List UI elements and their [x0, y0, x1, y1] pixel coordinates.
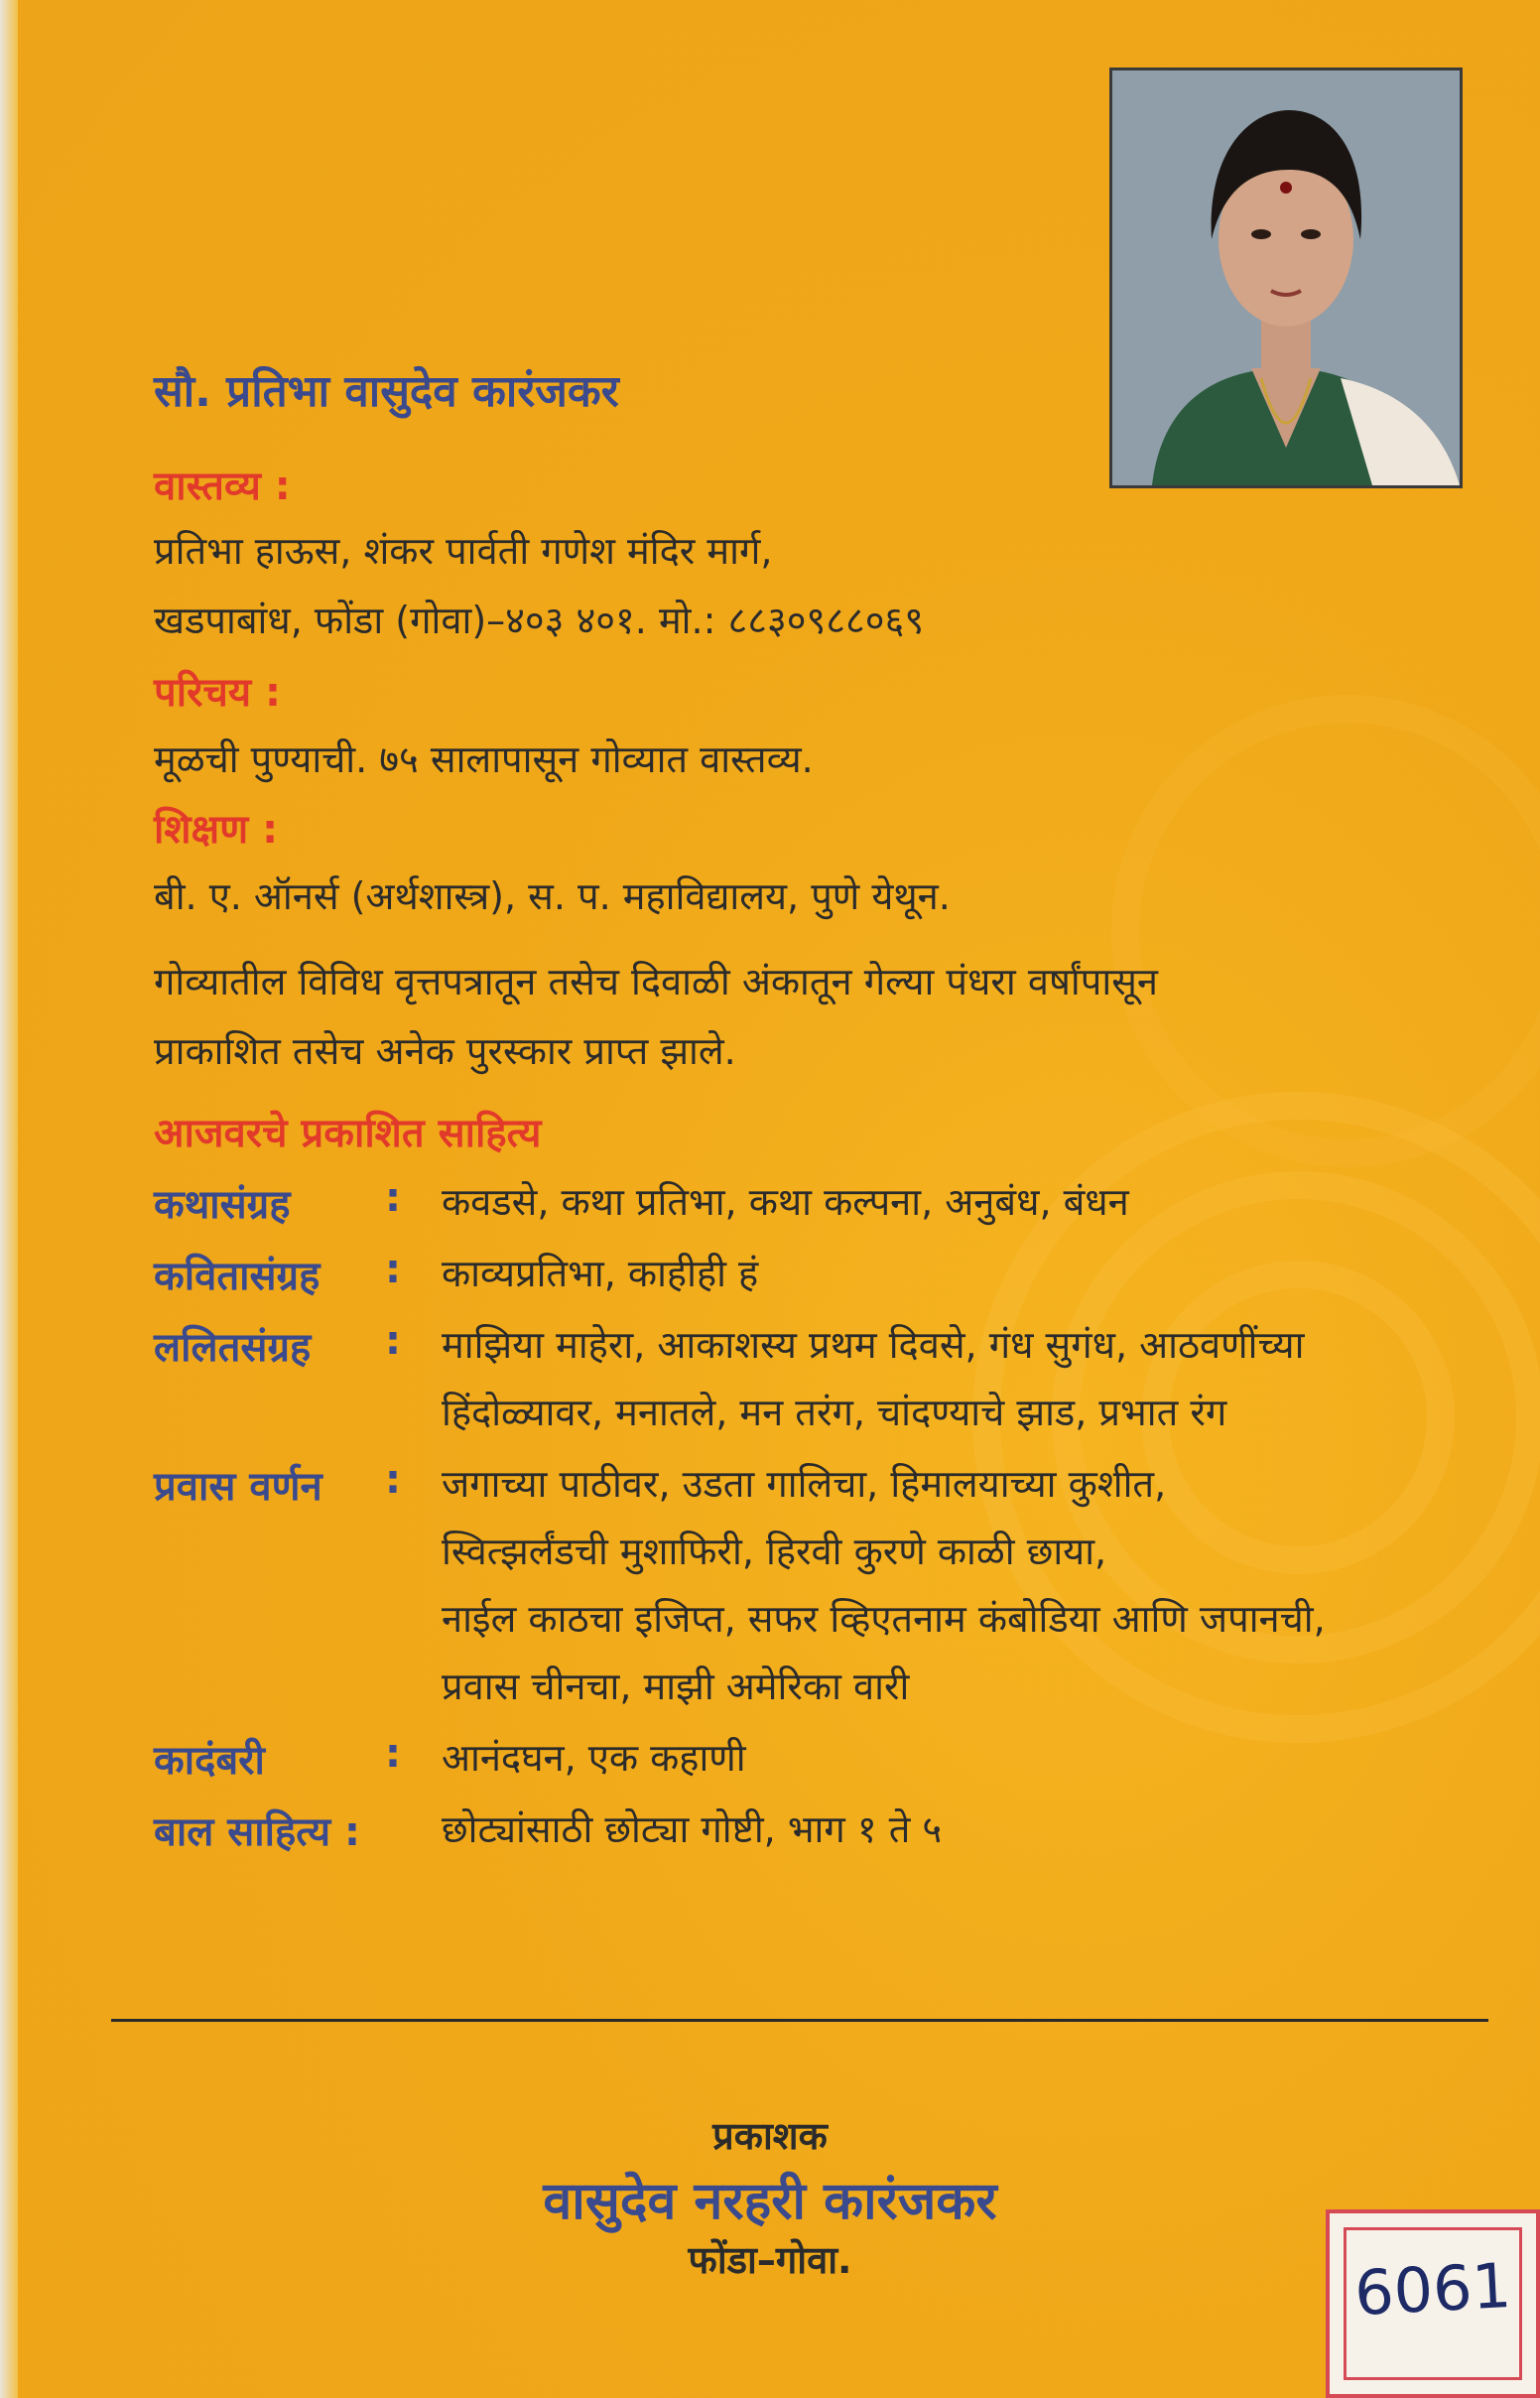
publisher-name: वासुदेव नरहरी कारंजकर: [543, 2171, 997, 2231]
works-category-label: ललितसंग्रह: [154, 1325, 312, 1371]
introduction-text: मूळची पुण्याची. ७५ सालापासून गोव्यात वास्तव्य.: [154, 737, 814, 781]
education-text: बी. ए. ऑनर्स (अर्थशास्त्र), स. प. महाविद्यालय, पुणे येथून.: [154, 874, 951, 918]
publisher-place: फोंडा–गोवा.: [688, 2238, 852, 2282]
works-category-colon: :: [385, 1457, 401, 1503]
works-category-label: कादंबरी: [154, 1738, 265, 1784]
library-stamp: [1326, 2209, 1540, 2398]
works-category-line: काव्यप्रतिभा, काहीही हं: [442, 1252, 759, 1295]
works-category-label: प्रवास वर्णन: [154, 1464, 322, 1510]
residence-address-line-1: प्रतिभा हाऊस, शंकर पार्वती गणेश मंदिर मार्ग,: [154, 529, 773, 573]
works-category-colon: :: [385, 1318, 401, 1364]
works-category-label: कथासंग्रह: [154, 1182, 291, 1228]
residence-address-line-2: खडपाबांध, फोंडा (गोवा)–४०३ ४०१. मो.: ८८३०९८८०६९: [154, 599, 925, 642]
works-category-line: हिंदोळ्यावर, मनातले, मन तरंग, चांदण्याचे झाड, प्रभात रंग: [442, 1391, 1227, 1434]
works-category-line: नाईल काठचा इजिप्त, सफर व्हिएतनाम कंबोडिया आणि जपानची,: [442, 1597, 1326, 1641]
stamp-number: 6061: [1352, 2248, 1513, 2331]
divider-rule: [111, 2019, 1488, 2022]
works-category-line: प्रवास चीनचा, माझी अमेरिका वारी: [442, 1665, 910, 1708]
background-swirl: [1111, 695, 1540, 1167]
works-category-colon: :: [385, 1175, 401, 1221]
works-heading: आजवरचे प्रकाशित साहित्य: [154, 1111, 542, 1156]
works-category-label: कवितासंग्रह: [154, 1254, 321, 1299]
works-category-line: आनंदघन, एक कहाणी: [442, 1736, 746, 1780]
publisher-label: प्रकाशक: [712, 2114, 828, 2158]
author-name: सौ. प्रतिभा वासुदेव कारंजकर: [154, 366, 619, 417]
works-category-line: छोट्यांसाठी छोट्या गोष्टी, भाग १ ते ५: [442, 1807, 943, 1851]
introduction-heading: परिचय :: [154, 670, 281, 716]
residence-heading: वास्तव्य :: [154, 464, 291, 509]
education-heading: शिक्षण :: [154, 807, 279, 853]
works-category-label: बाल साहित्य :: [154, 1809, 360, 1855]
achievements-line-1: गोव्यातील विविध वृत्तपत्रातून तसेच दिवाळी अंकातून गेल्या पंधरा वर्षांपासून: [154, 960, 1158, 1003]
achievements-line-2: प्राकाशित तसेच अनेक पुरस्कार प्राप्त झाले.: [154, 1029, 736, 1073]
author-portrait-illustration: [1112, 70, 1460, 485]
author-photo: [1109, 67, 1463, 488]
works-category-line: जगाच्या पाठीवर, उडता गालिचा, हिमालयाच्या कुशीत,: [442, 1462, 1167, 1506]
works-category-line: माझिया माहेरा, आकाशस्य प्रथम दिवसे, गंध सुगंध, आठवणींच्या: [442, 1323, 1305, 1367]
works-category-line: कवडसे, कथा प्रतिभा, कथा कल्पना, अनुबंध, बंधन: [442, 1180, 1129, 1224]
works-category-colon: :: [385, 1731, 401, 1777]
works-category-line: स्वित्झर्लंडची मुशाफिरी, हिरवी कुरणे काळी छाया,: [442, 1530, 1107, 1573]
scan-edge: [0, 0, 18, 2398]
works-category-colon: :: [385, 1247, 401, 1292]
